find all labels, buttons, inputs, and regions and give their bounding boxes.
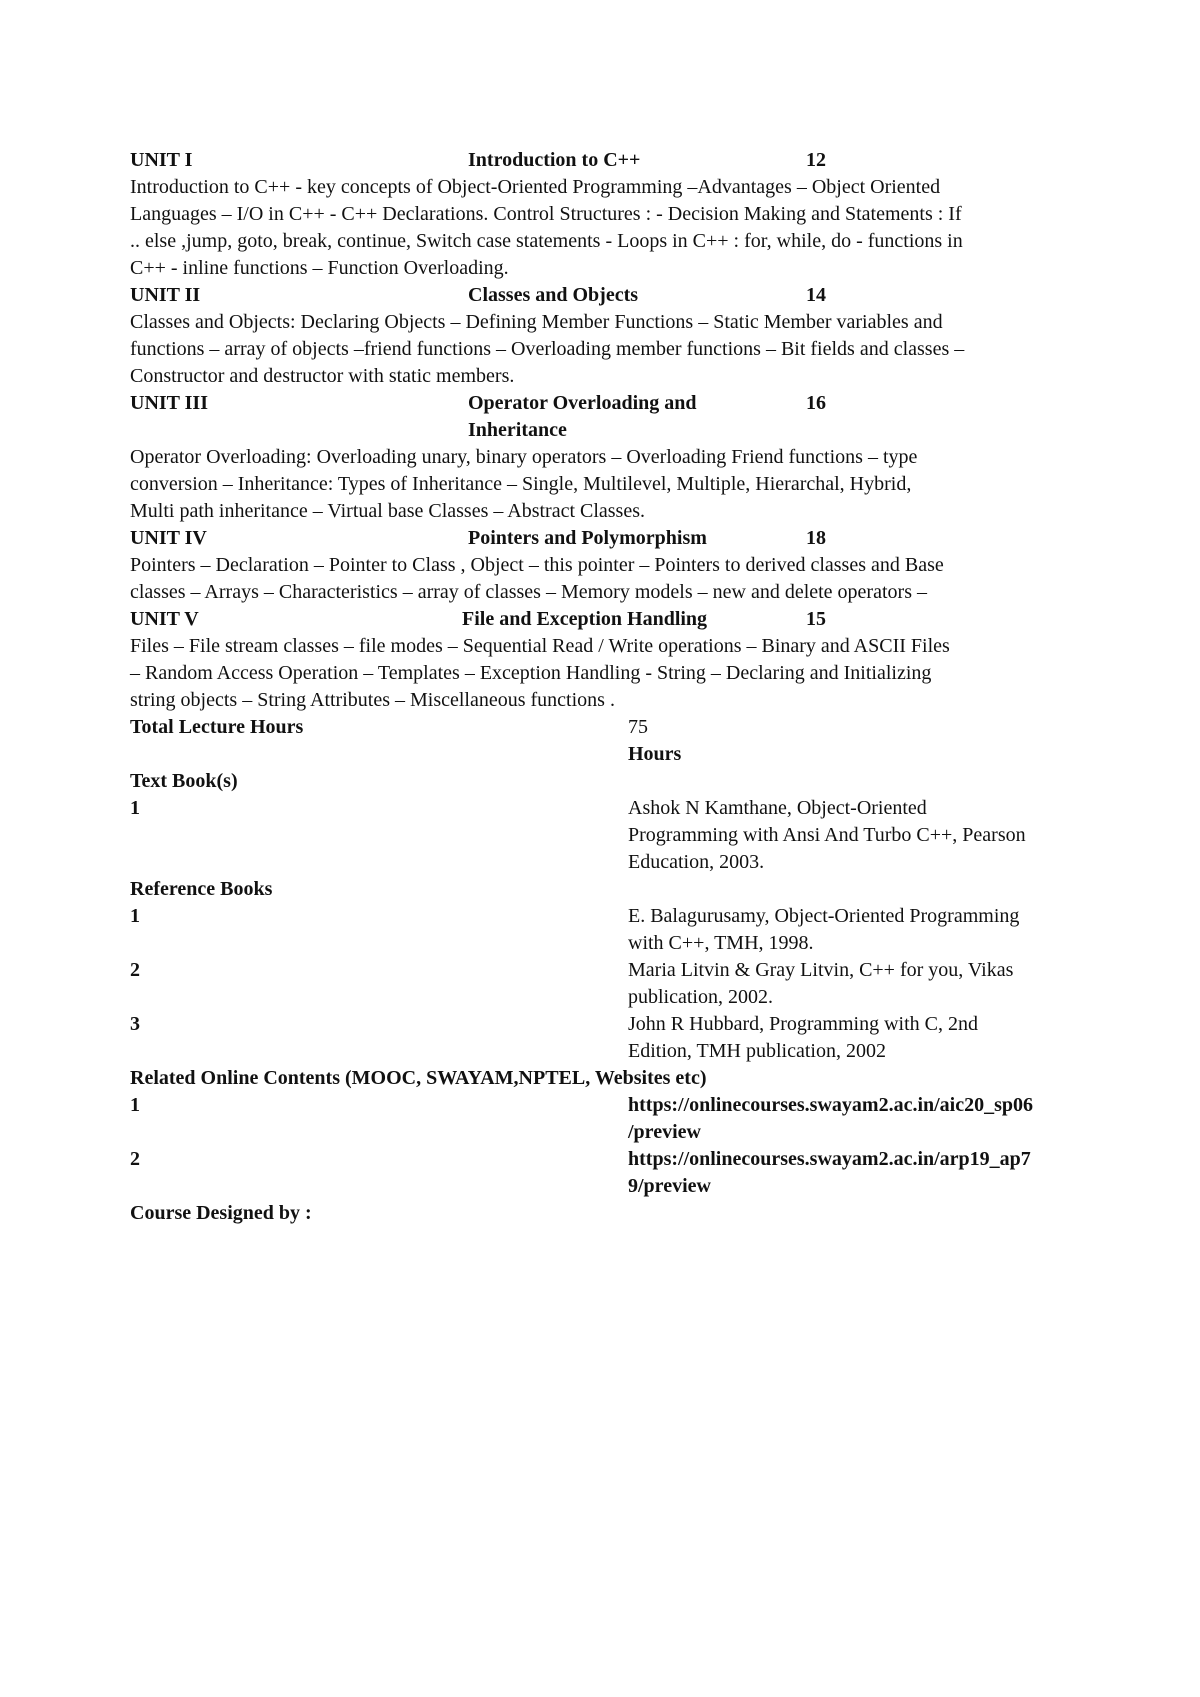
unit-hours: 12 — [806, 149, 826, 171]
description-line: – Random Access Operation – Templates – Exception Handling - String – Declaring and Initializing — [130, 662, 932, 684]
description-line: Introduction to C++ - key concepts of Object-Oriented Programming –Advantages – Object Oriented — [130, 176, 941, 198]
unit-title: File and Exception Handling — [462, 608, 708, 630]
online-content-number: 2 — [130, 1148, 140, 1170]
total-hours-number: 75 — [628, 716, 648, 738]
unit-header — [130, 606, 1110, 633]
unit-header — [130, 282, 1110, 309]
unit-section — [130, 390, 1110, 525]
unit-title: Introduction to C++ — [468, 149, 641, 171]
unit-title: Classes and Objects — [468, 284, 639, 306]
unit-section — [130, 525, 1110, 606]
total-hours-value — [628, 714, 1110, 768]
unit-number: UNIT III — [130, 392, 208, 414]
total-hours-unit: Hours — [628, 743, 682, 765]
description-line: .. else ,jump, goto, break, continue, Switch case statements - Loops in C++ : for, while, do - functions in — [130, 230, 963, 252]
citation-line: Edition, TMH publication, 2002 — [628, 1040, 886, 1062]
unit-description — [130, 444, 1110, 525]
reference-books-heading: Reference Books — [130, 878, 273, 900]
description-line: Pointers – Declaration – Pointer to Class , Object – this pointer – Pointers to derived classes and Base — [130, 554, 944, 576]
total-hours-label: Total Lecture Hours — [130, 716, 304, 738]
citation-line: John R Hubbard, Programming with C, 2nd — [628, 1013, 978, 1035]
unit-hours: 14 — [806, 284, 826, 306]
unit-description — [130, 309, 1110, 390]
syllabus-page — [130, 147, 1110, 1227]
unit-description — [130, 174, 1110, 282]
online-content-link[interactable] — [628, 1092, 1110, 1146]
description-line: string objects – String Attributes – Miscellaneous functions . — [130, 689, 615, 711]
unit-description — [130, 633, 1110, 714]
unit-hours: 16 — [806, 392, 826, 414]
unit-description — [130, 552, 1110, 606]
text-books-heading: Text Book(s) — [130, 770, 238, 792]
link-line[interactable]: /preview — [628, 1121, 701, 1143]
reference-book-citation — [628, 1011, 1110, 1065]
unit-hours: 18 — [806, 527, 826, 549]
online-content-row — [130, 1146, 1110, 1200]
reference-book-number: 2 — [130, 959, 140, 981]
online-content-row — [130, 1092, 1110, 1146]
unit-hours: 15 — [806, 608, 826, 630]
unit-title: Pointers and Polymorphism — [468, 527, 707, 549]
course-designed-by: Course Designed by : — [130, 1202, 312, 1224]
link-line[interactable]: 9/preview — [628, 1175, 711, 1197]
unit-title: Operator Overloading and Inheritance — [468, 392, 697, 441]
online-contents-heading: Related Online Contents (MOOC, SWAYAM,NPTEL, Websites etc) — [130, 1067, 707, 1089]
citation-line: Ashok N Kamthane, Object-Oriented — [628, 797, 927, 819]
description-line: Constructor and destructor with static members. — [130, 365, 515, 387]
unit-header — [130, 525, 1110, 552]
description-line: Classes and Objects: Declaring Objects – Defining Member Functions – Static Member variables and — [130, 311, 943, 333]
unit-number: UNIT I — [130, 149, 193, 171]
total-hours-row — [130, 714, 1110, 768]
description-line: Operator Overloading: Overloading unary, binary operators – Overloading Friend functions – type — [130, 446, 918, 468]
description-line: conversion – Inheritance: Types of Inheritance – Single, Multilevel, Multiple, Hierarchal, Hybrid, — [130, 473, 912, 495]
reference-book-number: 3 — [130, 1013, 140, 1035]
unit-header — [130, 390, 1110, 444]
unit-section — [130, 282, 1110, 390]
description-line: C++ - inline functions – Function Overloading. — [130, 257, 509, 279]
reference-book-citation — [628, 903, 1110, 957]
link-line[interactable]: https://onlinecourses.swayam2.ac.in/aic20_sp06 — [628, 1094, 1034, 1116]
description-line: Files – File stream classes – file modes – Sequential Read / Write operations – Binary and ASCII Files — [130, 635, 950, 657]
text-book-citation — [628, 795, 1110, 876]
text-book-row — [130, 795, 1110, 876]
unit-number: UNIT IV — [130, 527, 207, 549]
reference-book-row — [130, 1011, 1110, 1065]
unit-section — [130, 147, 1110, 282]
citation-line: Maria Litvin & Gray Litvin, C++ for you, Vikas — [628, 959, 1014, 981]
unit-number: UNIT V — [130, 608, 199, 630]
citation-line: E. Balagurusamy, Object-Oriented Programming — [628, 905, 1020, 927]
text-book-number: 1 — [130, 797, 140, 819]
description-line: Languages – I/O in C++ - C++ Declarations. Control Structures : - Decision Making and Statements : If — [130, 203, 962, 225]
citation-line: Education, 2003. — [628, 851, 765, 873]
description-line: Multi path inheritance – Virtual base Classes – Abstract Classes. — [130, 500, 645, 522]
online-content-number: 1 — [130, 1094, 140, 1116]
unit-number: UNIT II — [130, 284, 201, 306]
unit-header — [130, 147, 1110, 174]
reference-book-row — [130, 903, 1110, 957]
description-line: classes – Arrays – Characteristics – array of classes – Memory models – new and delete operators – — [130, 581, 927, 603]
reference-book-row — [130, 957, 1110, 1011]
citation-line: publication, 2002. — [628, 986, 773, 1008]
reference-book-number: 1 — [130, 905, 140, 927]
description-line: functions – array of objects –friend functions – Overloading member functions – Bit fields and classes – — [130, 338, 965, 360]
online-content-link[interactable] — [628, 1146, 1110, 1200]
reference-book-citation — [628, 957, 1110, 1011]
unit-section — [130, 606, 1110, 714]
citation-line: Programming with Ansi And Turbo C++, Pearson — [628, 824, 1026, 846]
link-line[interactable]: https://onlinecourses.swayam2.ac.in/arp19_ap7 — [628, 1148, 1031, 1170]
citation-line: with C++, TMH, 1998. — [628, 932, 814, 954]
